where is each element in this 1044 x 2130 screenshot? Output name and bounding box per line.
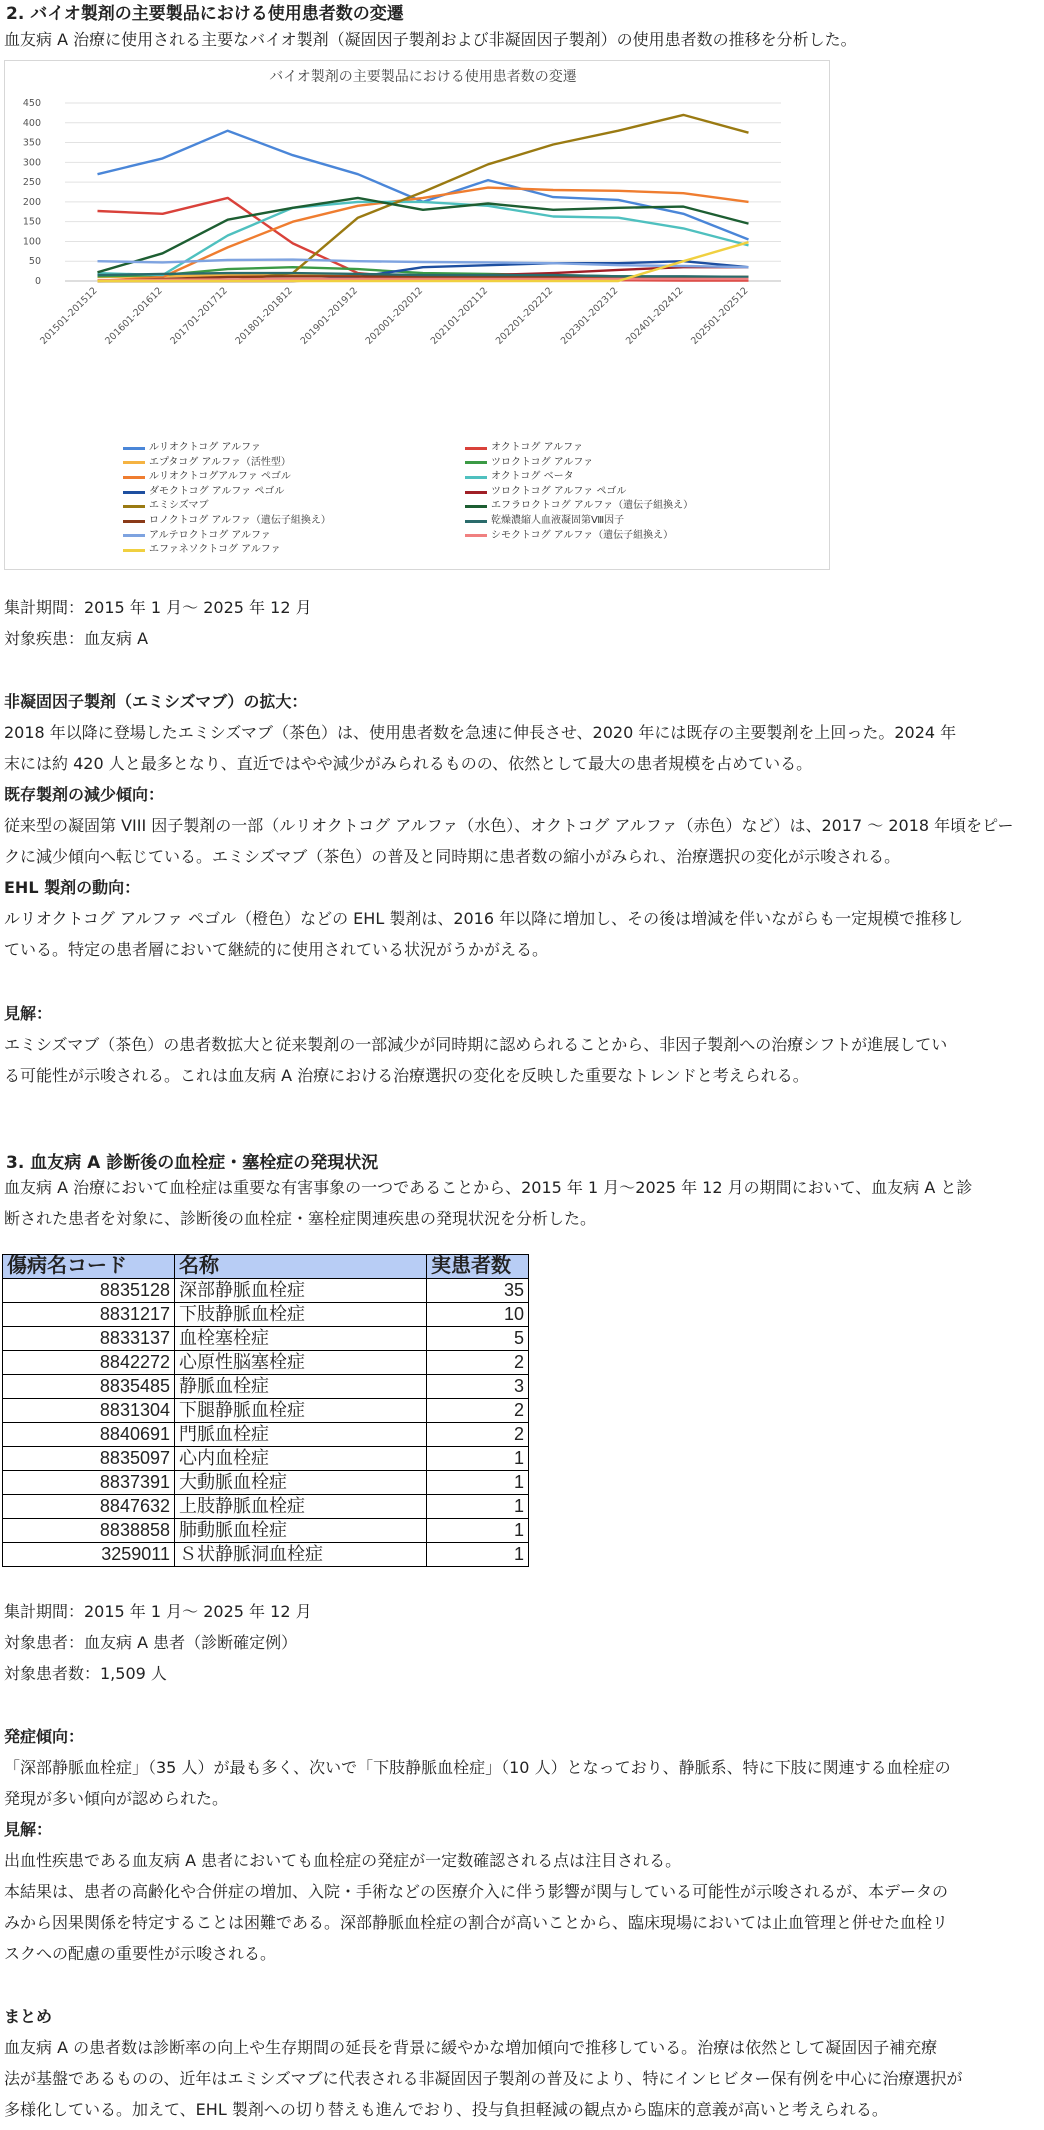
legend-label: エプタコグ アルファ（活性型） (149, 456, 291, 468)
legend-swatch (123, 491, 145, 494)
header-count: 実患者数 (427, 1255, 529, 1279)
y-tick-label: 200 (22, 196, 41, 208)
x-tick-label: 201801-201812 (233, 285, 295, 347)
legend-item (465, 529, 807, 544)
name-cell: 上肢静脈血栓症 (175, 1495, 427, 1519)
x-tick-label: 202301-202312 (558, 285, 621, 347)
legend-label: ツロクトコグ アルファ ペゴル (491, 485, 627, 497)
legend-item (123, 441, 465, 456)
code-cell: 8833137 (3, 1327, 175, 1351)
table-row (3, 1471, 529, 1495)
trend-line1: 「深部静脈血栓症」（35 人）が最も多く、次いで「下肢静脈血栓症」（10 人）となっており、静脈系、特に下肢に関連する血栓症の (4, 1758, 951, 1777)
summary-line2: 法が基盤であるものの、近年はエミシズマブに代表される非凝固因子製剤の普及により、特にインヒビター保有例を中心に治療選択が (4, 2069, 963, 2088)
trend-line2: 発現が多い傾向が認められた。 (4, 1789, 229, 1808)
section2-view-line2: る可能性が示唆される。これは血友病 A 治療における治療選択の変化を反映した重要なトレンドと考えられる。 (4, 1066, 809, 1085)
finding1-title: 非凝固因子製剤（エミシズマブ）の拡大： (4, 692, 308, 711)
legend-label: 乾燥濃縮人血液凝固第Ⅷ因子 (491, 514, 625, 526)
code-cell: 8847632 (3, 1495, 175, 1519)
summary-line3: 多様化している。加えて、EHL 製剤への切り替えも進んでおり、投与負担軽減の観点から臨床的意義が高いと考えられる。 (4, 2100, 888, 2119)
name-cell: 肺動脈血栓症 (175, 1519, 427, 1543)
legend-swatch (123, 447, 145, 450)
legend-item (465, 499, 807, 514)
legend-label: ダモクトコグ アルファ ペゴル (149, 485, 285, 497)
legend-swatch (465, 461, 487, 464)
legend-label: ツロクトコグ アルファ (491, 456, 594, 468)
x-tick-label: 202401-202412 (623, 285, 686, 347)
code-cell: 8840691 (3, 1423, 175, 1447)
y-tick-label: 350 (22, 137, 41, 149)
legend-label: オクトコグ アルファ (491, 442, 583, 453)
code-cell: 8837391 (3, 1471, 175, 1495)
header-code: 傷病名コード (3, 1255, 175, 1279)
name-cell: 血栓塞栓症 (175, 1327, 427, 1351)
legend-swatch (123, 461, 145, 464)
count-cell: 1 (427, 1543, 529, 1567)
legend-swatch (123, 505, 145, 508)
legend-label: オクトコグ ベータ (491, 471, 574, 483)
name-cell: 静脈血栓症 (175, 1375, 427, 1399)
section2-period: 集計期間：2015 年 1 月～ 2025 年 12 月 (4, 598, 312, 617)
count-cell: 35 (427, 1279, 529, 1303)
table-row (3, 1519, 529, 1543)
legend-label: アルテロクトコグ アルファ (149, 529, 271, 541)
y-tick-label: 50 (28, 256, 41, 268)
section2-disease: 対象疾患：血友病 A (4, 629, 149, 648)
trend-title: 発症傾向： (4, 1727, 85, 1746)
count-cell: 1 (427, 1495, 529, 1519)
code-cell: 8831217 (3, 1303, 175, 1327)
x-tick-label: 202001-202012 (363, 285, 426, 347)
thrombosis-table (2, 1254, 529, 1567)
name-cell: 大動脈血栓症 (175, 1471, 427, 1495)
legend-item (123, 456, 465, 471)
code-cell: 8835485 (3, 1375, 175, 1399)
table-row (3, 1327, 529, 1351)
section3-target: 対象患者：血友病 A 患者（診断確定例） (4, 1633, 298, 1652)
legend-item (465, 485, 807, 500)
x-tick-label: 201501-201512 (38, 285, 100, 347)
count-cell: 3 (427, 1375, 529, 1399)
finding1-line2: 末には約 420 人と最多となり、直近ではやや減少がみられるものの、依然として最大の患者規模を占めている。 (4, 754, 813, 773)
y-tick-label: 100 (22, 236, 41, 248)
chart-plot (5, 61, 829, 441)
x-tick-label: 201601-201612 (103, 285, 165, 347)
y-tick-label: 400 (22, 117, 41, 129)
table-row (3, 1447, 529, 1471)
name-cell: 門脈血栓症 (175, 1423, 427, 1447)
legend-item (465, 514, 807, 529)
summary-line1: 血友病 A の患者数は診断率の向上や生存期間の延長を背景に緩やかな増加傾向で推移している。治療は依然として凝固因子補充療 (4, 2038, 938, 2057)
legend-swatch (123, 549, 145, 552)
line-chart (4, 60, 830, 570)
x-tick-label: 202201-202212 (493, 285, 556, 347)
legend-item (465, 456, 807, 471)
legend-swatch (123, 520, 145, 523)
count-cell: 5 (427, 1327, 529, 1351)
x-tick-label: 201701-201712 (168, 285, 230, 347)
section2-view-title: 見解： (4, 1004, 53, 1023)
legend-item (123, 543, 465, 558)
legend-item (123, 514, 465, 529)
legend-item (123, 529, 465, 544)
legend-swatch (465, 520, 487, 523)
section2-heading: 2. バイオ製剤の主要製品における使用患者数の変遷 (6, 4, 404, 24)
name-cell: 下腿静脈血栓症 (175, 1399, 427, 1423)
count-cell: 2 (427, 1399, 529, 1423)
x-tick-label: 202101-202112 (428, 285, 491, 347)
code-cell: 3259011 (3, 1543, 175, 1567)
finding3-line1: ルリオクトコグ アルファ ペゴル（橙色）などの EHL 製剤は、2016 年以降に増加し、その後は増減を伴いながらも一定規模で推移し (4, 909, 964, 928)
table-row (3, 1423, 529, 1447)
y-tick-label: 250 (22, 177, 41, 189)
legend-swatch (465, 491, 487, 494)
legend-swatch (465, 447, 487, 450)
summary-title: まとめ (4, 2007, 53, 2026)
table-header-row (3, 1255, 529, 1279)
section3-count: 対象患者数：1,509 人 (4, 1664, 167, 1683)
legend-item (465, 441, 807, 456)
section3-view-line1: 出血性疾患である血友病 A 患者においても血栓症の発症が一定数確認される点は注目される。 (4, 1851, 682, 1870)
finding2-line2: クに減少傾向へ転じている。エミシズマブ（茶色）の普及と同時期に患者数の縮小がみられ、治療選択の変化が示唆される。 (4, 847, 901, 866)
section2-intro: 血友病 A 治療に使用される主要なバイオ製剤（凝固因子製剤および非凝固因子製剤）の使用患者数の推移を分析した。 (4, 30, 857, 49)
legend-swatch (465, 505, 487, 508)
table-row (3, 1375, 529, 1399)
x-tick-label: 201901-201912 (298, 285, 361, 347)
chart-title: バイオ製剤の主要製品における使用患者数の変遷 (269, 69, 577, 85)
finding2-title: 既存製剤の減少傾向： (4, 785, 165, 804)
table-row (3, 1303, 529, 1327)
x-tick-label: 202501-202512 (689, 285, 751, 347)
name-cell: 下肢静脈血栓症 (175, 1303, 427, 1327)
code-cell: 8835128 (3, 1279, 175, 1303)
legend-swatch (465, 534, 487, 537)
name-cell: 心原性脳塞栓症 (175, 1351, 427, 1375)
section3-view-title: 見解： (4, 1820, 53, 1839)
code-cell: 8835097 (3, 1447, 175, 1471)
table-row (3, 1543, 529, 1567)
count-cell: 10 (427, 1303, 529, 1327)
finding2-line1: 従来型の凝固第 VIII 因子製剤の一部（ルリオクトコグ アルファ（水色）、オクトコグ アルファ（赤色）など）は、2017 ～ 2018 年頃をピー (4, 816, 1014, 835)
header-name: 名称 (175, 1255, 427, 1279)
table-row (3, 1279, 529, 1303)
legend-swatch (465, 476, 487, 479)
table-row (3, 1399, 529, 1423)
count-cell: 2 (427, 1423, 529, 1447)
table-row (3, 1351, 529, 1375)
y-tick-label: 450 (22, 98, 41, 109)
legend-label: ルリオクトコグ アルファ (149, 442, 261, 453)
code-cell: 8842272 (3, 1351, 175, 1375)
legend-label: シモクトコグ アルファ（遺伝子組換え） (491, 529, 674, 541)
legend-item (123, 499, 465, 514)
count-cell: 1 (427, 1519, 529, 1543)
section3-heading: 3. 血友病 A 診断後の血栓症・塞栓症の発現状況 (6, 1153, 379, 1173)
finding3-line2: ている。特定の患者層において継続的に使用されている状況がうかがえる。 (4, 940, 549, 959)
legend-label: エファネソクトコグ アルファ (149, 544, 281, 556)
y-tick-label: 300 (22, 157, 41, 169)
series-line (98, 202, 749, 275)
legend-item (465, 470, 807, 485)
legend-label: ロノクトコグ アルファ（遺伝子組換え） (149, 514, 331, 526)
legend-item (123, 470, 465, 485)
name-cell: Ｓ状静脈洞血栓症 (175, 1543, 427, 1567)
section3-view-line3: みから因果関係を特定することは困難である。深部静脈血栓症の割合が高いことから、臨床現場においては止血管理と併せた血栓リ (4, 1913, 949, 1932)
y-tick-label: 0 (34, 276, 41, 287)
count-cell: 1 (427, 1447, 529, 1471)
name-cell: 心内血栓症 (175, 1447, 427, 1471)
table-row (3, 1495, 529, 1519)
code-cell: 8831304 (3, 1399, 175, 1423)
section3-view-line2: 本結果は、患者の高齢化や合併症の増加、入院・手術などの医療介入に伴う影響が関与している可能性が示唆されるが、本データの (4, 1882, 949, 1901)
section3-period: 集計期間：2015 年 1 月～ 2025 年 12 月 (4, 1602, 312, 1621)
count-cell: 2 (427, 1351, 529, 1375)
section3-intro-line2: 断された患者を対象に、診断後の血栓症・塞栓症関連疾患の発現状況を分析した。 (4, 1209, 597, 1228)
code-cell: 8838858 (3, 1519, 175, 1543)
legend-swatch (123, 476, 145, 479)
legend-label: ルリオクトコグアルファ ペゴル (149, 471, 291, 483)
name-cell: 深部静脈血栓症 (175, 1279, 427, 1303)
section3-view-line4: スクへの配慮の重要性が示唆される。 (4, 1944, 277, 1963)
finding3-title: EHL 製剤の動向： (4, 878, 141, 897)
legend-swatch (123, 534, 145, 537)
count-cell: 1 (427, 1471, 529, 1495)
section2-view-line1: エミシズマブ（茶色）の患者数拡大と従来製剤の一部減少が同時期に認められることから、非因子製剤への治療シフトが進展してい (4, 1035, 948, 1054)
finding1-line1: 2018 年以降に登場したエミシズマブ（茶色）は、使用患者数を急速に伸長させ、2020 年には既存の主要製剤を上回った。2024 年 (4, 723, 957, 742)
section3-intro-line1: 血友病 A 治療において血栓症は重要な有害事象の一つであることから、2015 年 1 月～2025 年 12 月の期間において、血友病 A と診 (4, 1178, 973, 1197)
chart-legend (123, 441, 823, 558)
legend-item (123, 485, 465, 500)
legend-label: エフラロクトコグ アルファ（遺伝子組換え） (491, 500, 694, 512)
y-tick-label: 150 (22, 216, 41, 228)
legend-label: エミシズマブ (149, 500, 209, 512)
